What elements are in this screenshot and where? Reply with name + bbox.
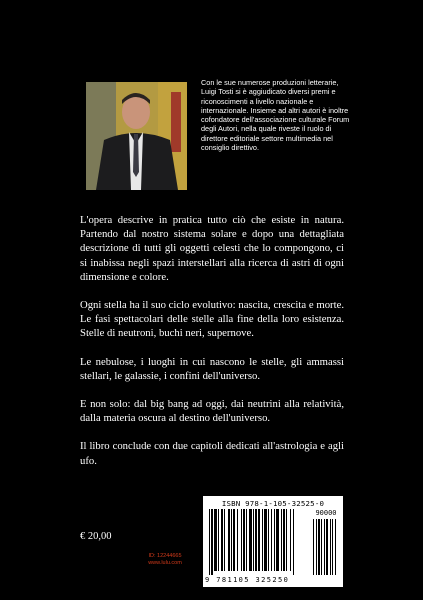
publisher-info (141, 553, 189, 567)
author-photo (86, 82, 187, 190)
isbn-number: ISBN 978-1-105-32525-0 (221, 499, 325, 508)
publisher-id: ID: 12244665 (148, 553, 182, 559)
author-bio: Con le sue numerose produzioni letterarie, Luigi Tosti si è aggiudicato diversi premi e riconoscimenti a livello nazionale e internazionale. Insieme ad altri autori è inoltre cofondatore dell'associazione culturale Forum degli Autori, nella quale riveste il ruolo di direttore editoriale settore multimedia nel consiglio direttivo. (201, 78, 350, 153)
price-label: € 20,00 (80, 531, 112, 542)
description-paragraph: E non solo: dal big bang ad oggi, dai neutrini alla relatività, dalla materia oscura al destino dell'universo. (80, 398, 344, 425)
book-description (80, 213, 344, 482)
isbn-barcode (203, 496, 343, 587)
ean-digits: 9 781105 325250 (205, 576, 290, 584)
addon-digits: 90000 (315, 509, 337, 517)
publisher-url: www.lulu.com (148, 560, 182, 566)
description-paragraph: Le nebulose, i luoghi in cui nascono le stelle, gli ammassi stellari, le galassie, i confini dell'universo. (80, 355, 344, 382)
description-paragraph: Il libro conclude con due capitoli dedicati all'astrologia e agli ufo. (80, 440, 344, 467)
description-paragraph: Ogni stella ha il suo ciclo evolutivo: nascita, crescita e morte. Le fasi spettacolari delle stelle alla fine della loro esistenza. Stelle di neutroni, buchi neri, supernove. (80, 299, 344, 340)
barcode-bars (207, 509, 339, 577)
description-paragraph: L'opera descrive in pratica tutto ciò che esiste in natura. Partendo dal nostro sistema solare e dopo una dettagliata descrizione di tutti gli oggetti celesti che lo compongono, ci si inabissa negli spazi interstellari alla ricerca di astri di ogni dimensione e colore. (80, 214, 344, 283)
